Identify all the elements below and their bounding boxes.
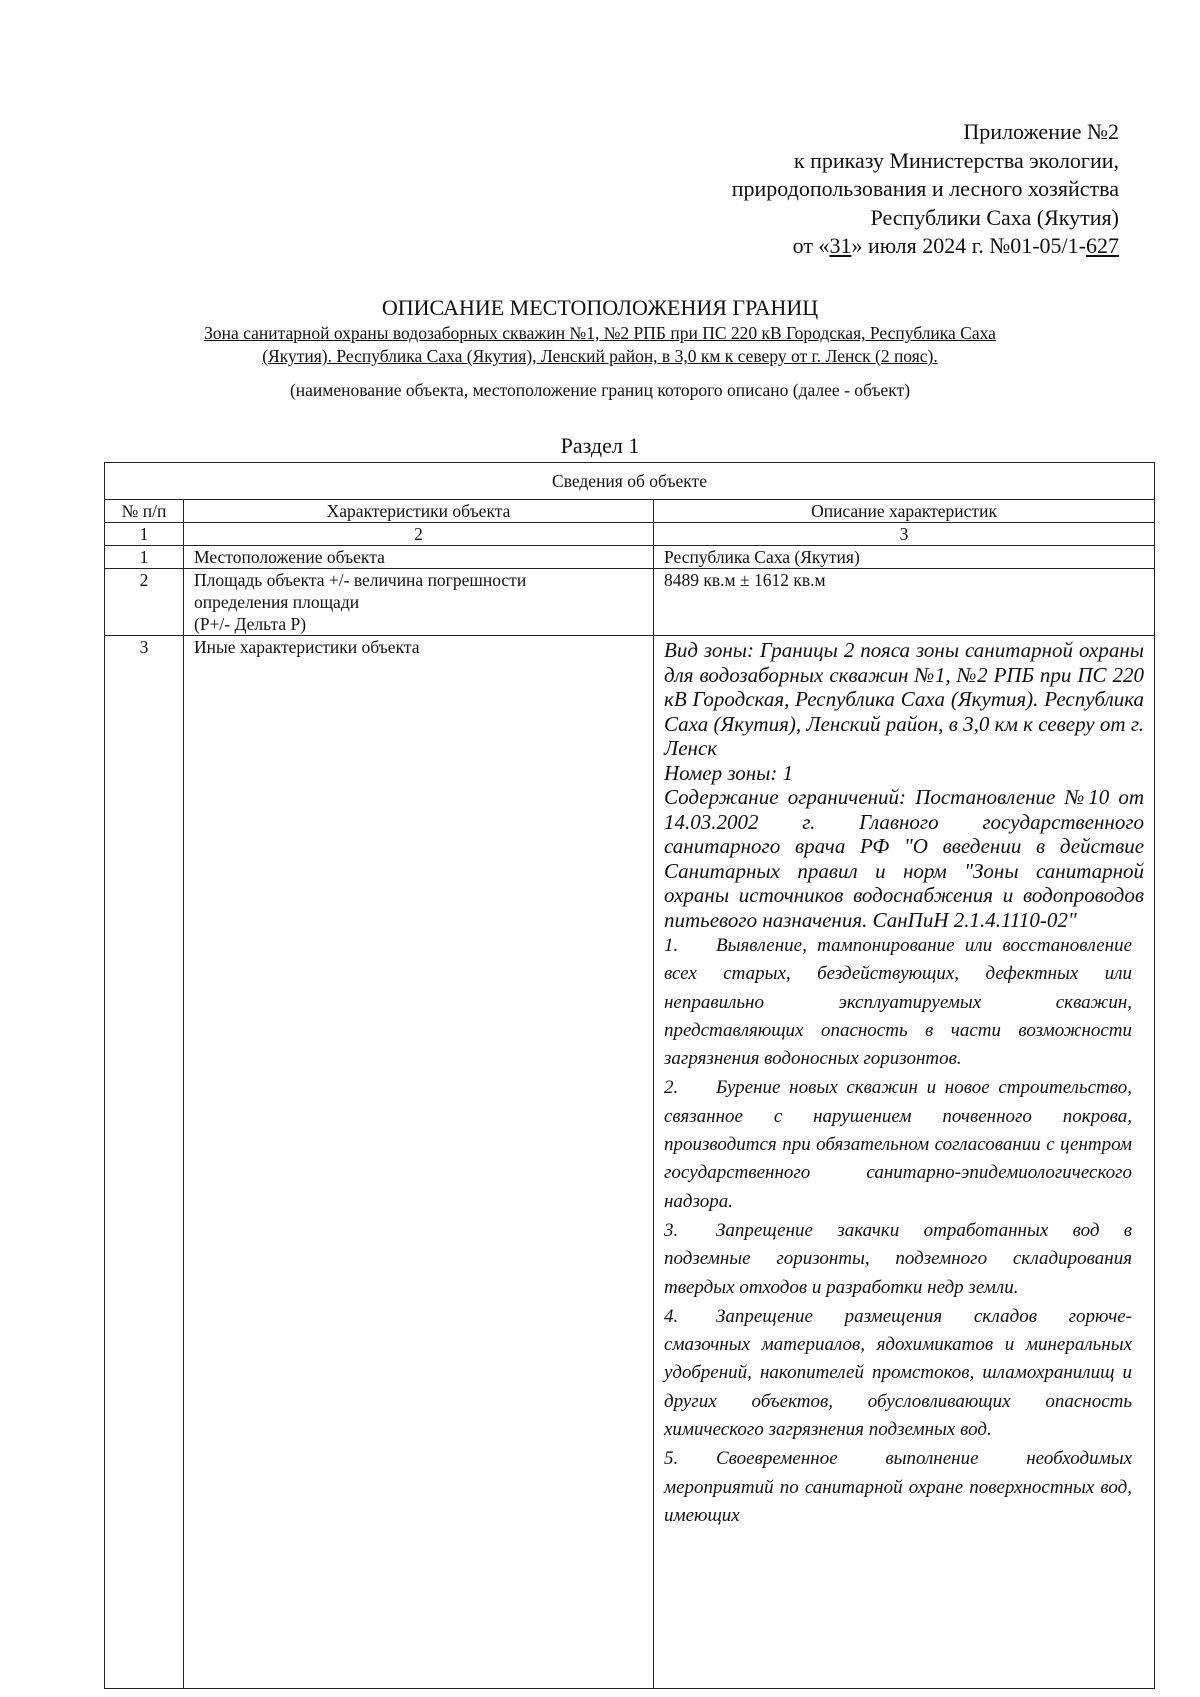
colnum-1: 1 [105,523,184,546]
colnum-2: 2 [184,523,654,546]
row-value: Республика Саха (Якутия) [654,546,1155,569]
header-number: № п/п [105,500,184,523]
appendix-date-line [732,232,1119,261]
list-item-number: 3. [664,1219,679,1241]
row-name: Иные характеристики объекта [184,636,654,1689]
subject-line-1: Зона санитарной охраны водозаборных скважин №1, №2 РПБ при ПС 220 кВ Городская, Республика Саха [204,323,996,343]
row-number: 2 [105,569,184,636]
appendix-header [732,118,1119,261]
table-row [105,546,1155,569]
zone-description [664,636,1144,932]
table-colnum-row [105,523,1155,546]
order-number: 627 [1086,233,1119,259]
zone-type: Вид зоны: Границы 2 пояса зоны санитарной охраны для водозаборных скважин №1, №2 РПБ при ПС 220 кВ Городская, Республика Саха (Якутия). Республика Саха (Якутия), Ленский район, в 3,0 км к северу от г. Ленск [664,638,1145,760]
list-item-text: Выявление, тампонирование или восстановление всех старых, бездействующих, дефектных или неправильно эксплуатируемых скважин, представляющих опасность в части возможности загрязнения водоносных горизонтов. [664,935,1133,1070]
zone-number: Номер зоны: 1 [664,760,794,785]
appendix-line-3: природопользования и лесного хозяйства [731,176,1119,202]
document-title: ОПИСАНИЕ МЕСТОПОЛОЖЕНИЯ ГРАНИЦ [381,295,819,320]
date-middle: » июля 2024 г. №01-05/1- [851,233,1086,259]
header-description: Описание характеристик [654,500,1155,523]
appendix-line-4: Республики Саха (Якутия) [870,204,1119,230]
row-name-line: (P+/- Дельта P) [194,614,307,634]
list-item [664,1303,1132,1444]
table-row [105,636,1155,1689]
row-value: 8489 кв.м ± 1612 кв.м [654,569,1155,636]
row-value-description [654,636,1155,1689]
row-number: 1 [105,546,184,569]
table-caption: Сведения об объекте [105,463,1155,500]
list-item-text: Бурение новых скважин и новое строительство, связанное с нарушением почвенного покрова, производится при обязательном согласовании с центром государственного санитарно-эпидемиологического надзора. [664,1077,1133,1212]
header-characteristic: Характеристики объекта [184,500,654,523]
title-block [100,294,1100,401]
list-item-text: Своевременное выполнение необходимых мероприятий по санитарной охране поверхностных вод, имеющих [664,1448,1133,1526]
row-name-line: определения площади [194,592,360,612]
table-row [105,569,1155,636]
list-item-text: Запрещение размещения складов горюче-смазочных материалов, ядохимикатов и минеральных удобрений, накопителей промстоков, шламохранилищ и других объектов, обусловливающих опасность химического загрязнения подземных вод. [664,1305,1133,1441]
list-item-number: 1. [664,935,679,956]
row-number: 3 [105,636,184,1689]
list-item [664,932,1132,1073]
date-prefix: от « [792,233,830,259]
list-item [664,1445,1132,1530]
section-title: Раздел 1 [560,433,640,458]
list-item [664,1217,1132,1302]
table-caption-row [105,463,1155,500]
object-info-table [104,462,1155,1689]
date-day: 31 [829,233,852,259]
list-item [664,1074,1132,1215]
row-name [184,569,654,636]
appendix-line-2: к приказу Министерства экологии, [793,147,1119,173]
restriction-items [664,932,1144,1530]
list-item-text: Запрещение закачки отработанных вод в подземные горизонты, подземного складирования твердых отходов и разработки недр земли. [664,1219,1133,1298]
subject-note: (наименование объекта, местоположение границ которого описано (далее - объект) [289,380,911,400]
subject-line-2: (Якутия). Республика Саха (Якутия), Ленский район, в 3,0 км к северу от г. Ленск (2 пояс). [262,346,938,366]
row-name: Местоположение объекта [184,546,654,569]
row-name-line: Площадь объекта +/- величина погрешности [194,570,527,590]
zone-restrictions: Содержание ограничений: Постановление №10 от 14.03.2002 г. Главного государственного санитарного врача РФ "О введении в действие Санитарных правил и норм "Зоны санитарной охраны источников водоснабжения и водопроводов питьевого назначения. СанПиН 2.1.4.1110-02" [664,785,1145,932]
colnum-3: 3 [654,523,1155,546]
list-item-number: 2. [664,1077,679,1099]
appendix-line-1: Приложение №2 [963,119,1119,144]
table-header-row [105,500,1155,523]
list-item-number: 4. [664,1305,679,1327]
list-item-number: 5. [664,1448,679,1470]
